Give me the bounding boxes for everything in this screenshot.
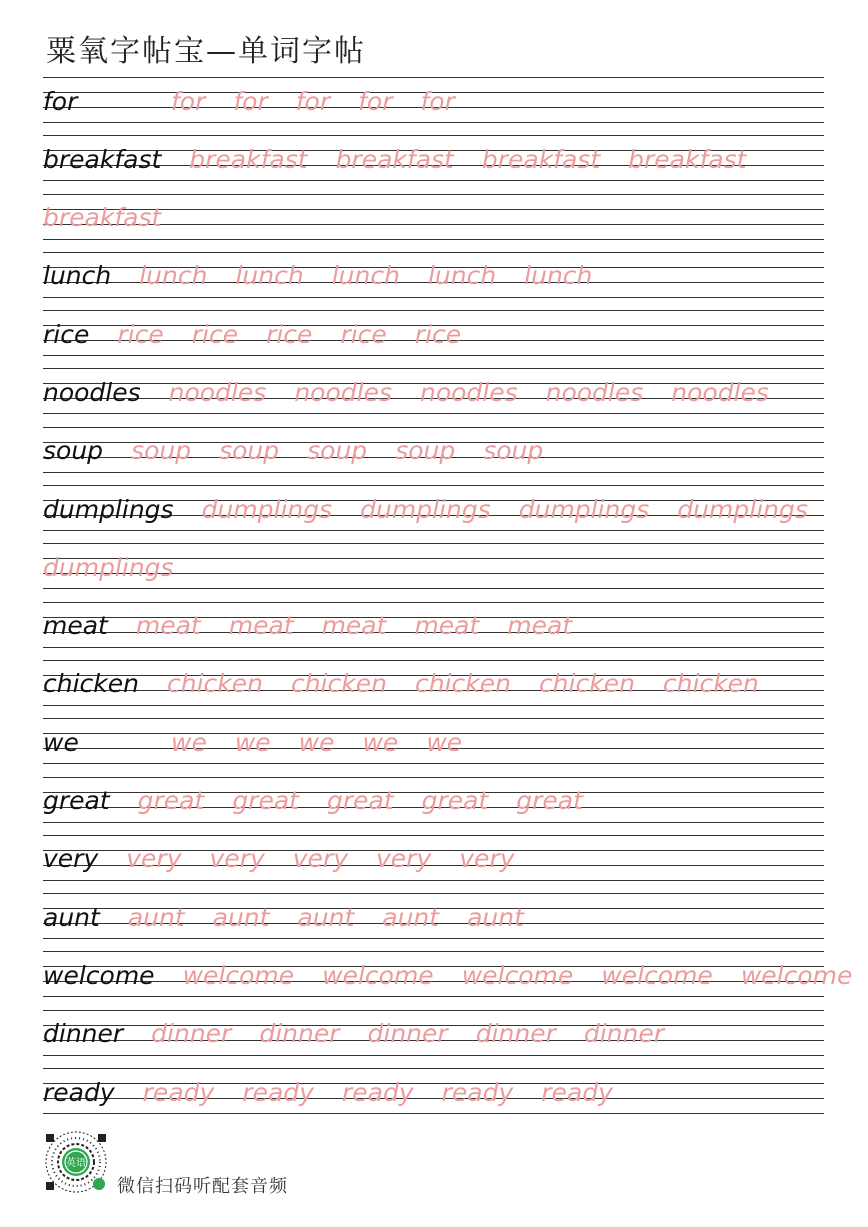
guide-line <box>43 835 824 836</box>
guide-line <box>43 122 824 123</box>
practice-row <box>43 828 824 886</box>
row-words <box>43 489 824 529</box>
trace-word: for <box>171 86 206 116</box>
trace-word: for <box>420 86 455 116</box>
practice-row <box>43 303 824 361</box>
trace-word: breakfast <box>335 144 454 174</box>
trace-word: dinner <box>583 1019 665 1049</box>
practice-row <box>43 1061 824 1119</box>
trace-word: lunch <box>524 261 593 291</box>
trace-word: great <box>232 786 299 816</box>
trace-word: meat <box>507 611 573 641</box>
guide-line <box>43 297 824 298</box>
trace-word: soup <box>395 436 456 466</box>
trace-word: we <box>362 727 399 757</box>
guide-line <box>43 1113 824 1114</box>
model-word: dumplings <box>43 494 174 524</box>
guide-line <box>43 660 824 661</box>
trace-word: we <box>171 727 207 757</box>
trace-word: we <box>426 727 463 757</box>
trace-word: welcome <box>322 960 434 990</box>
trace-word: chicken <box>538 669 635 699</box>
guide-line <box>43 996 824 997</box>
trace-word: dinner <box>151 1019 232 1049</box>
trace-word: noodles <box>545 377 644 407</box>
model-word: chicken <box>43 669 139 699</box>
trace-word: noodles <box>671 377 769 407</box>
row-words <box>43 1014 824 1054</box>
trace-word: for <box>295 86 331 116</box>
trace-word: rice <box>117 319 164 349</box>
row-words <box>43 256 824 296</box>
trace-word: great <box>421 786 489 816</box>
trace-word: dumplings <box>201 494 333 524</box>
trace-word: dinner <box>475 1019 556 1049</box>
guide-line <box>43 413 824 414</box>
trace-word: breakfast <box>481 144 601 174</box>
trace-word: we <box>234 727 271 757</box>
trace-word: soup <box>131 436 192 466</box>
trace-word: soup <box>307 436 368 466</box>
trace-word: aunt <box>382 902 440 932</box>
guide-line <box>43 239 824 240</box>
guide-line <box>43 1010 824 1011</box>
practice-row <box>43 70 824 128</box>
trace-word: lunch <box>235 261 304 291</box>
trace-word: aunt <box>212 902 270 932</box>
trace-word: chicken <box>290 669 387 699</box>
trace-word: noodles <box>168 377 267 407</box>
trace-word: lunch <box>427 261 497 291</box>
guide-line <box>43 951 824 952</box>
trace-word: great <box>326 786 394 816</box>
trace-word: meat <box>135 611 201 641</box>
trace-word: very <box>126 844 182 874</box>
trace-word: ready <box>541 1077 613 1107</box>
practice-row <box>43 770 824 828</box>
guide-line <box>43 194 824 195</box>
trace-word: lunch <box>139 261 208 291</box>
guide-line <box>43 763 824 764</box>
trace-word: dumplings <box>518 494 650 524</box>
trace-word: rice <box>266 319 313 349</box>
trace-word: aunt <box>467 902 524 932</box>
model-word: very <box>43 844 99 874</box>
model-word: soup <box>43 436 104 466</box>
row-words <box>43 314 824 354</box>
practice-row <box>43 128 824 186</box>
trace-word: breakfast <box>43 203 162 233</box>
trace-word: meat <box>414 611 480 641</box>
guide-line <box>43 1055 824 1056</box>
guide-line <box>43 252 824 253</box>
trace-word: very <box>459 844 515 874</box>
model-word: lunch <box>43 261 112 291</box>
trace-word: dumplings <box>677 494 808 524</box>
trace-word: rice <box>414 319 462 349</box>
model-word: meat <box>43 611 108 641</box>
practice-row <box>43 886 824 944</box>
row-words <box>43 722 824 762</box>
row-words <box>43 606 824 646</box>
scan-instruction: 微信扫码听配套音频 <box>117 1176 288 1197</box>
trace-word: for <box>358 86 393 116</box>
model-word: for <box>43 86 78 116</box>
practice-row <box>43 1003 824 1061</box>
practice-row <box>43 187 824 245</box>
trace-word: chicken <box>166 669 263 699</box>
row-words <box>43 664 824 704</box>
trace-word: meat <box>321 611 387 641</box>
row-words <box>43 1072 824 1112</box>
trace-word: aunt <box>127 902 185 932</box>
trace-word: for <box>233 86 268 116</box>
row-words <box>43 897 824 937</box>
audio-footer <box>40 1128 440 1198</box>
guide-line <box>43 77 824 78</box>
row-words <box>43 781 824 821</box>
trace-word: ready <box>441 1077 514 1107</box>
trace-word: welcome <box>601 960 713 990</box>
trace-word: we <box>298 727 335 757</box>
trace-word: welcome <box>740 960 853 990</box>
trace-word: dumplings <box>360 494 491 524</box>
trace-word: lunch <box>331 261 400 291</box>
trace-word: very <box>292 844 348 874</box>
practice-row <box>43 478 824 536</box>
qr-badge-label: 英语 <box>66 1158 86 1169</box>
trace-word: welcome <box>182 960 295 990</box>
practice-sheet <box>43 70 853 1119</box>
guide-line <box>43 938 824 939</box>
model-word: breakfast <box>43 144 162 174</box>
guide-line <box>43 602 824 603</box>
page-title: 粟氧字帖宝—单词字帖 <box>46 34 366 69</box>
guide-line <box>43 1068 824 1069</box>
trace-word: noodles <box>419 377 518 407</box>
trace-word: dinner <box>259 1019 340 1049</box>
trace-word: chicken <box>414 669 511 699</box>
row-words <box>43 547 824 587</box>
guide-line <box>43 880 824 881</box>
guide-line <box>43 135 824 136</box>
row-words <box>43 372 824 412</box>
trace-word: noodles <box>294 377 392 407</box>
trace-word: meat <box>228 611 294 641</box>
guide-line <box>43 647 824 648</box>
model-word: we <box>43 727 79 757</box>
guide-line <box>43 777 824 778</box>
guide-line <box>43 427 824 428</box>
trace-word: chicken <box>662 669 759 699</box>
model-word: dinner <box>43 1019 124 1049</box>
trace-word: dinner <box>367 1019 448 1049</box>
trace-word: breakfast <box>189 144 308 174</box>
guide-line <box>43 718 824 719</box>
guide-line <box>43 543 824 544</box>
trace-word: soup <box>219 436 280 466</box>
trace-word: ready <box>341 1077 414 1107</box>
model-word: aunt <box>43 902 100 932</box>
guide-line <box>43 180 824 181</box>
practice-row <box>43 536 824 594</box>
model-word: great <box>43 786 110 816</box>
practice-row <box>43 944 853 1002</box>
guide-line <box>43 822 824 823</box>
guide-line <box>43 310 824 311</box>
model-word: welcome <box>43 960 155 990</box>
guide-line <box>43 355 824 356</box>
trace-word: very <box>376 844 432 874</box>
qr-code-icon[interactable] <box>40 1128 112 1196</box>
trace-word: ready <box>242 1077 314 1107</box>
trace-word: breakfast <box>628 144 747 174</box>
model-word: noodles <box>43 377 141 407</box>
guide-line <box>43 472 824 473</box>
practice-row <box>43 653 824 711</box>
row-words <box>43 81 824 121</box>
trace-word: very <box>209 844 265 874</box>
trace-word: rice <box>340 319 387 349</box>
practice-row <box>43 245 824 303</box>
practice-row <box>43 361 824 419</box>
guide-line <box>43 893 824 894</box>
practice-row <box>43 595 824 653</box>
guide-line <box>43 368 824 369</box>
row-words <box>43 139 824 179</box>
model-word: ready <box>43 1077 115 1107</box>
guide-line <box>43 530 824 531</box>
trace-word: welcome <box>461 960 574 990</box>
row-words <box>43 839 824 879</box>
guide-line <box>43 485 824 486</box>
row-words <box>43 955 853 995</box>
trace-word: dumplings <box>43 552 174 582</box>
trace-word: aunt <box>297 902 355 932</box>
trace-word: great <box>137 786 205 816</box>
row-words <box>43 198 824 238</box>
trace-word: soup <box>483 436 544 466</box>
practice-row <box>43 420 824 478</box>
model-word: rice <box>43 319 90 349</box>
trace-word: ready <box>142 1077 215 1107</box>
guide-line <box>43 705 824 706</box>
guide-line <box>43 588 824 589</box>
practice-row <box>43 711 824 769</box>
row-words <box>43 431 824 471</box>
trace-word: rice <box>191 319 239 349</box>
trace-word: great <box>516 786 583 816</box>
